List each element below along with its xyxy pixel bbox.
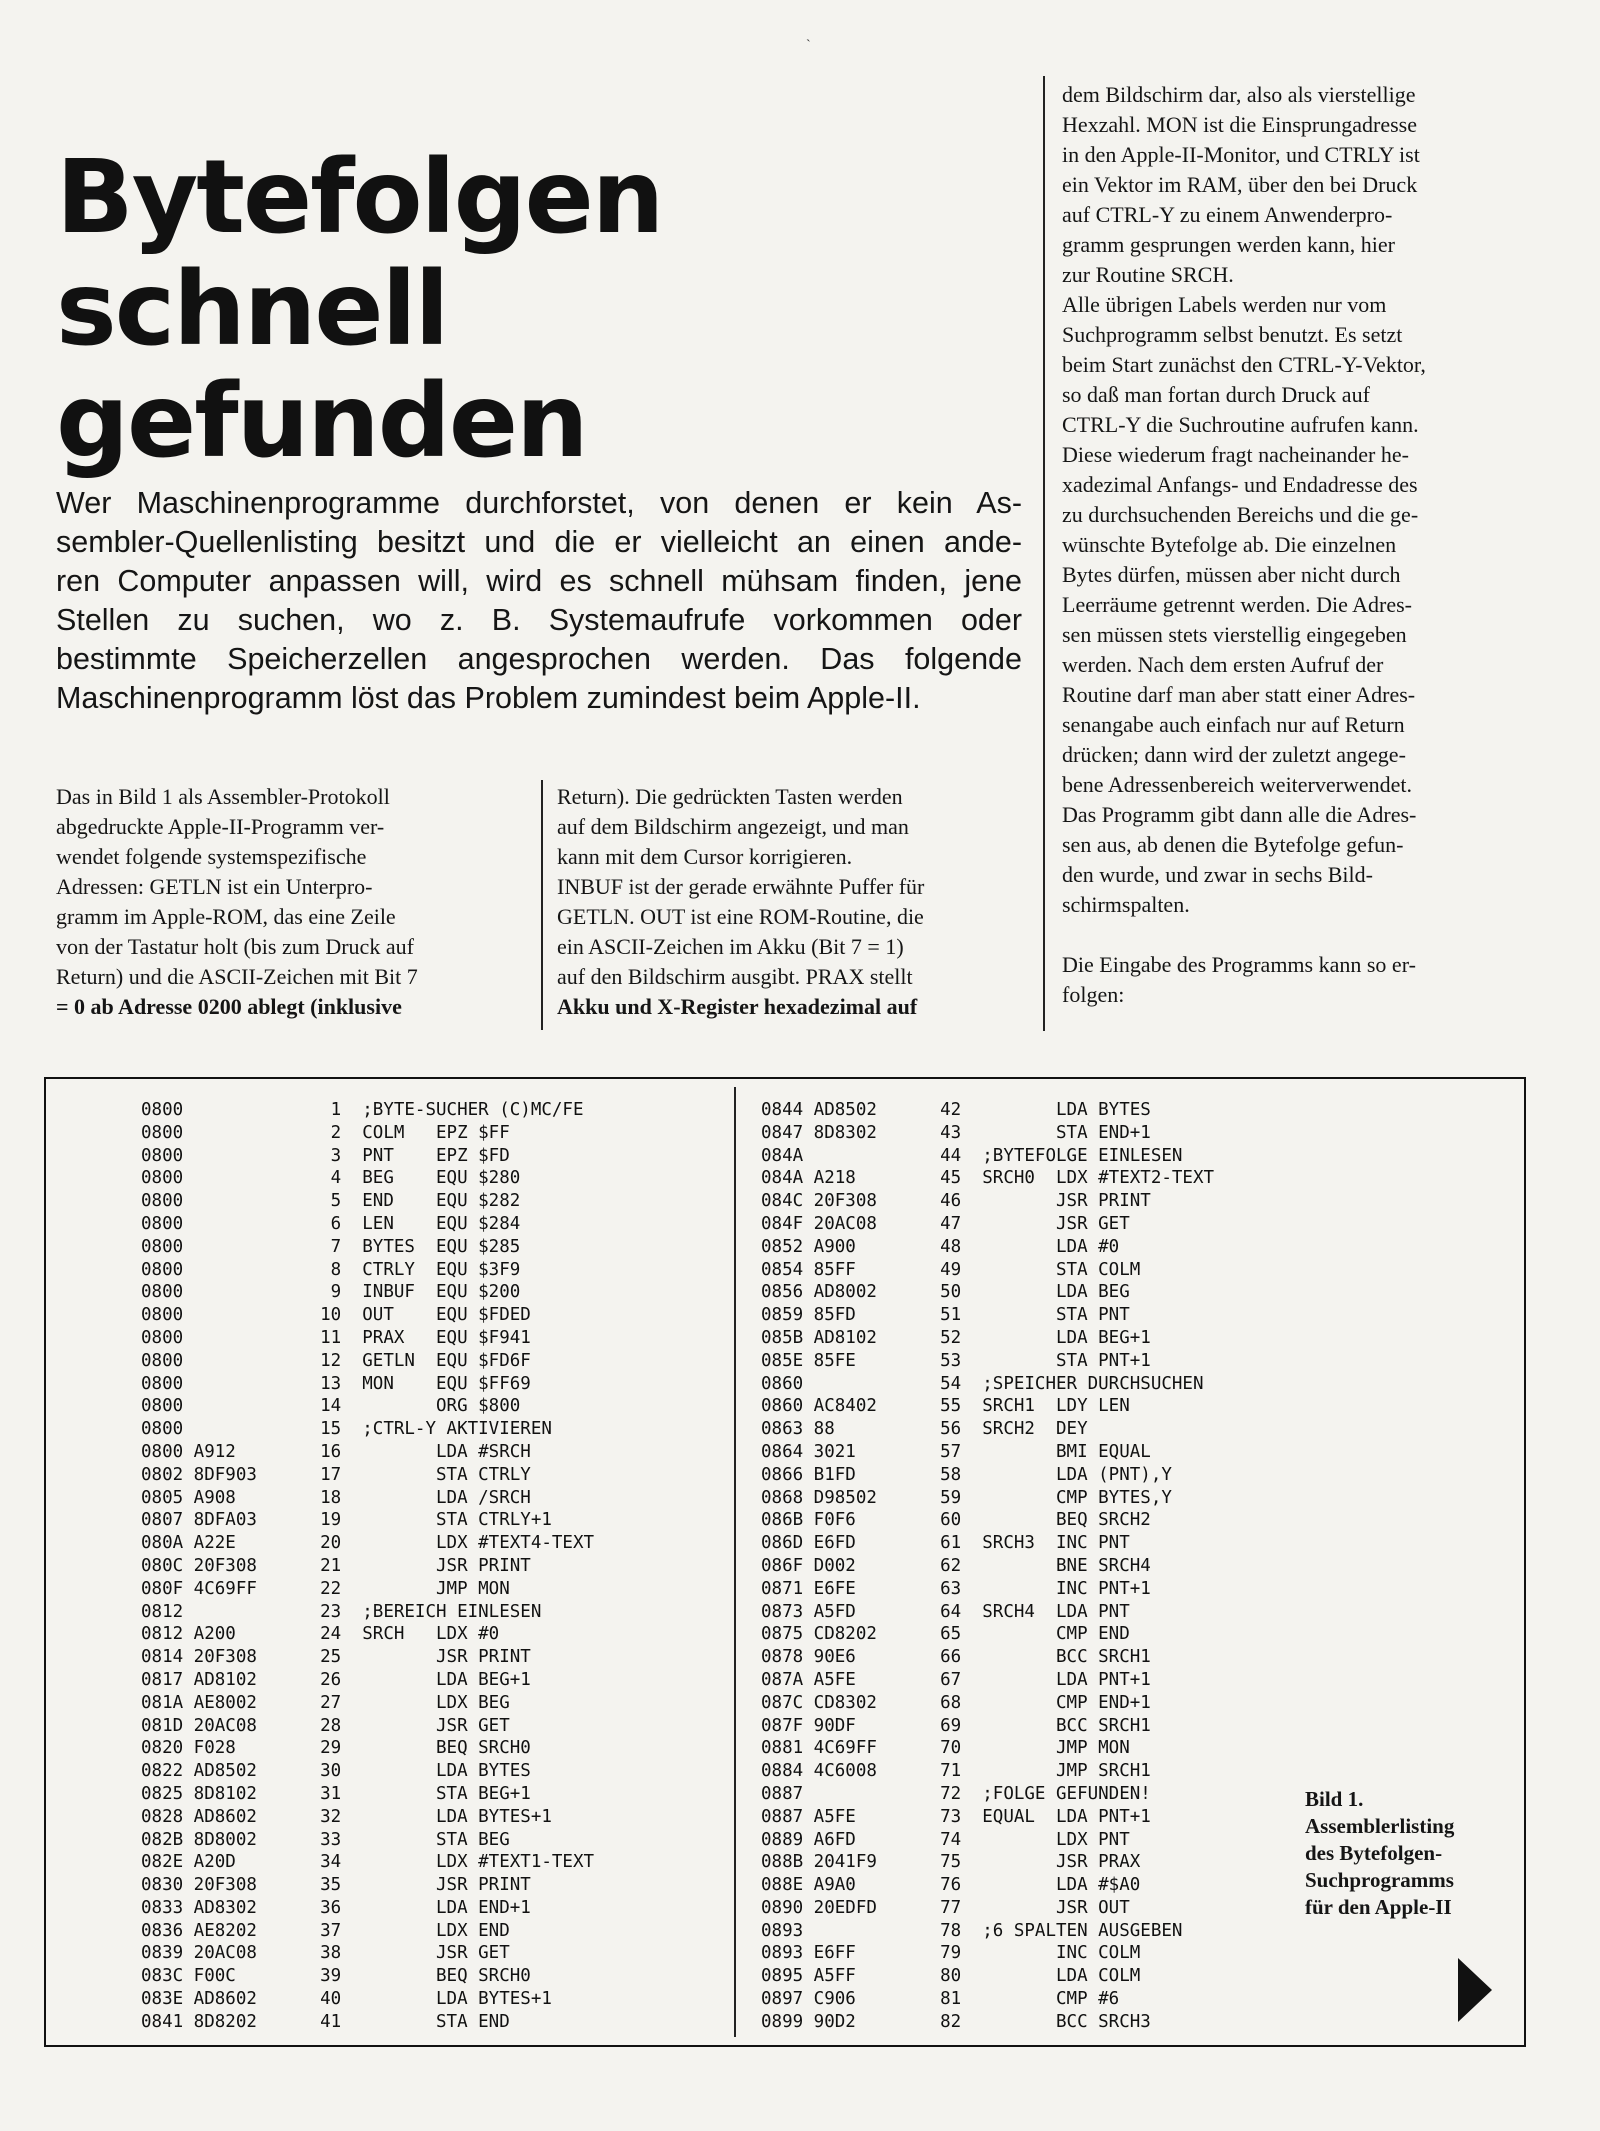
listing-line: 0800 A912 16 LDA #SRCH xyxy=(141,1441,531,1462)
body-line: Return) und die ASCII-Zeichen mit Bit 7 xyxy=(56,964,418,989)
listing-line: 086F D002 62 BNE SRCH4 xyxy=(761,1555,1151,1576)
body-line: Adressen: GETLN ist ein Unterpro- xyxy=(56,874,373,899)
body-line: ein Vektor im RAM, über den bei Druck xyxy=(1062,172,1418,197)
listing-line: 085E 85FE 53 STA PNT+1 xyxy=(761,1350,1151,1371)
column-rule xyxy=(1043,76,1045,1031)
listing-line: 0884 4C6008 71 JMP SRCH1 xyxy=(761,1761,1151,1782)
stray-mark: ˋ xyxy=(806,38,811,53)
body-line: Bytes dürfen, müssen aber nicht durch xyxy=(1062,562,1401,587)
body-column-3 xyxy=(1062,80,1572,1010)
body-line: beim Start zunächst den CTRL-Y-Vektor, xyxy=(1062,352,1426,377)
body-line: CTRL-Y die Suchroutine aufrufen kann. xyxy=(1062,412,1419,437)
assembler-listing xyxy=(44,1077,1526,2047)
listing-line: 0800 7 BYTES EQU $285 xyxy=(141,1236,521,1257)
listing-line: 0814 20F308 25 JSR PRINT xyxy=(141,1647,531,1668)
body-line: auf dem Bildschirm angezeigt, und man xyxy=(557,814,909,839)
body-line: abgedruckte Apple-II-Programm ver- xyxy=(56,814,385,839)
caption-line: Assemblerlisting xyxy=(1305,1814,1455,1838)
body-line: auf CTRL-Y zu einem Anwenderpro- xyxy=(1062,202,1393,227)
listing-line: 087F 90DF 69 BCC SRCH1 xyxy=(761,1715,1151,1736)
listing-line: 0828 AD8602 32 LDA BYTES+1 xyxy=(141,1806,552,1827)
body-line: sen müssen stets vierstellig eingegeben xyxy=(1062,622,1407,647)
listing-line: 085B AD8102 52 LDA BEG+1 xyxy=(761,1327,1151,1348)
listing-line: 082E A20D 34 LDX #TEXT1-TEXT xyxy=(141,1852,595,1873)
listing-line: 088E A9A0 76 LDA #$A0 xyxy=(761,1875,1141,1896)
listing-line: 0895 A5FF 80 LDA COLM xyxy=(761,1966,1141,1987)
listing-line: 0859 85FD 51 STA PNT xyxy=(761,1305,1130,1326)
title-line: gefunden xyxy=(56,362,587,481)
listing-line: 088B 2041F9 75 JSR PRAX xyxy=(761,1852,1141,1873)
body-line: den wurde, und zwar in sechs Bild- xyxy=(1062,862,1373,887)
listing-line: 0822 AD8502 30 LDA BYTES xyxy=(141,1761,531,1782)
listing-line: 0893 78 ;6 SPALTEN AUSGEBEN xyxy=(761,1920,1183,1941)
lead-line: Maschinenprogramm löst das Problem zumindest beim Apple-II. xyxy=(56,681,921,715)
listing-line: 084A A218 45 SRCH0 LDX #TEXT2-TEXT xyxy=(761,1168,1215,1189)
body-line: gramm im Apple-ROM, das eine Zeile xyxy=(56,904,396,929)
listing-line: 0866 B1FD 58 LDA (PNT),Y xyxy=(761,1464,1172,1485)
listing-line: 0844 AD8502 42 LDA BYTES xyxy=(761,1100,1151,1120)
listing-line: 0807 8DFA03 19 STA CTRLY+1 xyxy=(141,1510,552,1531)
listing-line: 0812 23 ;BEREICH EINLESEN xyxy=(141,1601,542,1622)
body-line: Routine darf man aber statt einer Adres- xyxy=(1062,682,1416,707)
listing-line: 080A A22E 20 LDX #TEXT4-TEXT xyxy=(141,1533,595,1554)
body-line: = 0 ab Adresse 0200 ablegt (inklusive xyxy=(56,994,402,1019)
body-line: Diese wiederum fragt nacheinander he- xyxy=(1062,442,1409,467)
listing-line: 0856 AD8002 50 LDA BEG xyxy=(761,1282,1130,1303)
body-line: in den Apple-II-Monitor, und CTRLY ist xyxy=(1062,142,1420,167)
listing-line: 0800 8 CTRLY EQU $3F9 xyxy=(141,1259,521,1280)
listing-line: 0805 A908 18 LDA /SRCH xyxy=(141,1487,531,1508)
body-column-2 xyxy=(557,782,1027,1022)
title-line: schnell xyxy=(56,250,448,369)
body-column-1 xyxy=(56,782,526,1022)
listing-line: 0800 14 ORG $800 xyxy=(141,1396,521,1417)
body-line: gramm gesprungen werden kann, hier xyxy=(1062,232,1395,257)
listing-line: 0833 AD8302 36 LDA END+1 xyxy=(141,1897,531,1918)
listing-line: 086B F0F6 60 BEQ SRCH2 xyxy=(761,1510,1151,1531)
listing-line: 0878 90E6 66 BCC SRCH1 xyxy=(761,1647,1151,1668)
column-rule xyxy=(541,780,543,1030)
listing-line: 0875 CD8202 65 CMP END xyxy=(761,1624,1130,1645)
listing-line: 0847 8D8302 43 STA END+1 xyxy=(761,1122,1151,1143)
body-line: ein ASCII-Zeichen im Akku (Bit 7 = 1) xyxy=(557,934,904,959)
continue-arrow-icon xyxy=(1458,1958,1492,2022)
caption-line: für den Apple-II xyxy=(1305,1895,1452,1919)
listing-line: 0890 20EDFD 77 JSR OUT xyxy=(761,1897,1130,1918)
listing-line: 0860 AC8402 55 SRCH1 LDY LEN xyxy=(761,1396,1130,1417)
listing-line: 0800 11 PRAX EQU $F941 xyxy=(141,1327,531,1348)
body-line: werden. Nach dem ersten Aufruf der xyxy=(1062,652,1384,677)
body-line xyxy=(1062,920,1572,950)
body-line: Suchprogramm selbst benutzt. Es setzt xyxy=(1062,322,1403,347)
title-line: Bytefolgen xyxy=(56,138,663,257)
body-line: auf den Bildschirm ausgibt. PRAX stellt xyxy=(557,964,913,989)
listing-line: 087C CD8302 68 CMP END+1 xyxy=(761,1692,1151,1713)
body-line: Akku und X-Register hexadezimal auf xyxy=(557,994,918,1019)
lead-line: ren Computer anpassen will, wird es schnell mühsam finden, jene xyxy=(56,564,1022,598)
body-line: drücken; dann wird der zuletzt angege- xyxy=(1062,742,1406,767)
listing-line: 0899 90D2 82 BCC SRCH3 xyxy=(761,2011,1151,2032)
listing-line: 0800 10 OUT EQU $FDED xyxy=(141,1305,531,1326)
article-title xyxy=(56,138,663,481)
body-line: bene Adressenbereich weiterverwendet. xyxy=(1062,772,1413,797)
listing-column-right xyxy=(761,1099,1214,2034)
listing-line: 0800 4 BEG EQU $280 xyxy=(141,1168,521,1189)
listing-line: 0800 3 PNT EPZ $FD xyxy=(141,1145,510,1166)
listing-line: 0825 8D8102 31 STA BEG+1 xyxy=(141,1783,531,1804)
body-line: Das in Bild 1 als Assembler-Protokoll xyxy=(56,784,390,809)
body-line: wendet folgende systemspezifische xyxy=(56,844,367,869)
figure-caption xyxy=(1305,1786,1505,1921)
body-line: zu durchsuchenden Bereichs und die ge- xyxy=(1062,502,1419,527)
listing-line: 0873 A5FD 64 SRCH4 LDA PNT xyxy=(761,1601,1130,1622)
body-line: GETLN. OUT ist eine ROM-Routine, die xyxy=(557,904,924,929)
listing-line: 0802 8DF903 17 STA CTRLY xyxy=(141,1464,531,1485)
listing-line: 0817 AD8102 26 LDA BEG+1 xyxy=(141,1669,531,1690)
listing-line: 0868 D98502 59 CMP BYTES,Y xyxy=(761,1487,1172,1508)
body-line: Die Eingabe des Programms kann so er- xyxy=(1062,952,1416,977)
listing-line: 080F 4C69FF 22 JMP MON xyxy=(141,1578,510,1599)
body-line: wünschte Bytefolge ab. Die einzelnen xyxy=(1062,532,1397,557)
listing-divider xyxy=(734,1087,736,2037)
caption-line: Suchprogramms xyxy=(1305,1868,1454,1892)
listing-line: 082B 8D8002 33 STA BEG xyxy=(141,1829,510,1850)
listing-line: 0800 2 COLM EPZ $FF xyxy=(141,1122,510,1143)
listing-line: 0800 13 MON EQU $FF69 xyxy=(141,1373,531,1394)
lead-line: Wer Maschinenprogramme durchforstet, von denen er kein As- xyxy=(56,486,1022,520)
listing-line: 087A A5FE 67 LDA PNT+1 xyxy=(761,1669,1151,1690)
lead-line: sembler-Quellenlisting besitzt und die er vielleicht an einen ande- xyxy=(56,525,1022,559)
body-line: von der Tastatur holt (bis zum Druck auf xyxy=(56,934,414,959)
body-line: kann mit dem Cursor korrigieren. xyxy=(557,844,853,869)
listing-line: 0830 20F308 35 JSR PRINT xyxy=(141,1875,531,1896)
listing-line: 0889 A6FD 74 LDX PNT xyxy=(761,1829,1130,1850)
body-line: dem Bildschirm dar, also als vierstellige xyxy=(1062,82,1416,107)
listing-line: 084A 44 ;BYTEFOLGE EINLESEN xyxy=(761,1145,1183,1166)
listing-line: 0852 A900 48 LDA #0 xyxy=(761,1236,1120,1257)
listing-line: 0800 15 ;CTRL-Y AKTIVIEREN xyxy=(141,1419,552,1440)
caption-line: Bild 1. xyxy=(1305,1787,1364,1811)
listing-line: 0881 4C69FF 70 JMP MON xyxy=(761,1738,1130,1759)
listing-line: 0836 AE8202 37 LDX END xyxy=(141,1920,510,1941)
listing-line: 083E AD8602 40 LDA BYTES+1 xyxy=(141,1989,552,2010)
listing-line: 0887 A5FE 73 EQUAL LDA PNT+1 xyxy=(761,1806,1151,1827)
listing-line: 080C 20F308 21 JSR PRINT xyxy=(141,1555,531,1576)
body-line: xadezimal Anfangs- und Endadresse des xyxy=(1062,472,1418,497)
lead-line: Stellen zu suchen, wo z. B. Systemaufrufe vorkommen oder xyxy=(56,603,1022,637)
body-line: folgen: xyxy=(1062,982,1125,1007)
listing-line: 081A AE8002 27 LDX BEG xyxy=(141,1692,510,1713)
listing-line: 0864 3021 57 BMI EQUAL xyxy=(761,1441,1151,1462)
listing-line: 0893 E6FF 79 INC COLM xyxy=(761,1943,1141,1964)
body-line: so daß man fortan durch Druck auf xyxy=(1062,382,1370,407)
lead-paragraph xyxy=(56,484,1022,718)
listing-line: 081D 20AC08 28 JSR GET xyxy=(141,1715,510,1736)
listing-line: 083C F00C 39 BEQ SRCH0 xyxy=(141,1966,531,1987)
listing-line: 0860 54 ;SPEICHER DURCHSUCHEN xyxy=(761,1373,1204,1394)
listing-line: 084C 20F308 46 JSR PRINT xyxy=(761,1191,1151,1212)
body-line: senangabe auch einfach nur auf Return xyxy=(1062,712,1405,737)
body-line: schirmspalten. xyxy=(1062,892,1190,917)
listing-line: 0800 5 END EQU $282 xyxy=(141,1191,521,1212)
body-line: Return). Die gedrückten Tasten werden xyxy=(557,784,903,809)
listing-line: 0863 88 56 SRCH2 DEY xyxy=(761,1419,1088,1440)
body-line: zur Routine SRCH. xyxy=(1062,262,1234,287)
listing-line: 0800 1 ;BYTE-SUCHER (C)MC/FE xyxy=(141,1100,584,1120)
lead-line: bestimmte Speicherzellen angesprochen werden. Das folgende xyxy=(56,642,1022,676)
listing-line: 0812 A200 24 SRCH LDX #0 xyxy=(141,1624,500,1645)
body-line: Alle übrigen Labels werden nur vom xyxy=(1062,292,1387,317)
listing-line: 0887 72 ;FOLGE GEFUNDEN! xyxy=(761,1783,1151,1804)
listing-line: 0800 12 GETLN EQU $FD6F xyxy=(141,1350,531,1371)
listing-line: 0800 9 INBUF EQU $200 xyxy=(141,1282,521,1303)
listing-line: 0800 6 LEN EQU $284 xyxy=(141,1213,521,1234)
listing-line: 0820 F028 29 BEQ SRCH0 xyxy=(141,1738,531,1759)
body-line: Hexzahl. MON ist die Einsprungadresse xyxy=(1062,112,1417,137)
body-line: Leerräume getrennt werden. Die Adres- xyxy=(1062,592,1413,617)
body-line: sen aus, ab denen die Bytefolge gefun- xyxy=(1062,832,1404,857)
listing-line: 0854 85FF 49 STA COLM xyxy=(761,1259,1141,1280)
listing-line: 086D E6FD 61 SRCH3 INC PNT xyxy=(761,1533,1130,1554)
listing-line: 0839 20AC08 38 JSR GET xyxy=(141,1943,510,1964)
listing-line: 084F 20AC08 47 JSR GET xyxy=(761,1213,1130,1234)
listing-line: 0871 E6FE 63 INC PNT+1 xyxy=(761,1578,1151,1599)
listing-line: 0841 8D8202 41 STA END xyxy=(141,2011,510,2032)
listing-column-left xyxy=(141,1099,594,2034)
caption-line: des Bytefolgen- xyxy=(1305,1841,1443,1865)
body-line: INBUF ist der gerade erwähnte Puffer für xyxy=(557,874,925,899)
listing-line: 0897 C906 81 CMP #6 xyxy=(761,1989,1120,2010)
body-line: Das Programm gibt dann alle die Adres- xyxy=(1062,802,1417,827)
